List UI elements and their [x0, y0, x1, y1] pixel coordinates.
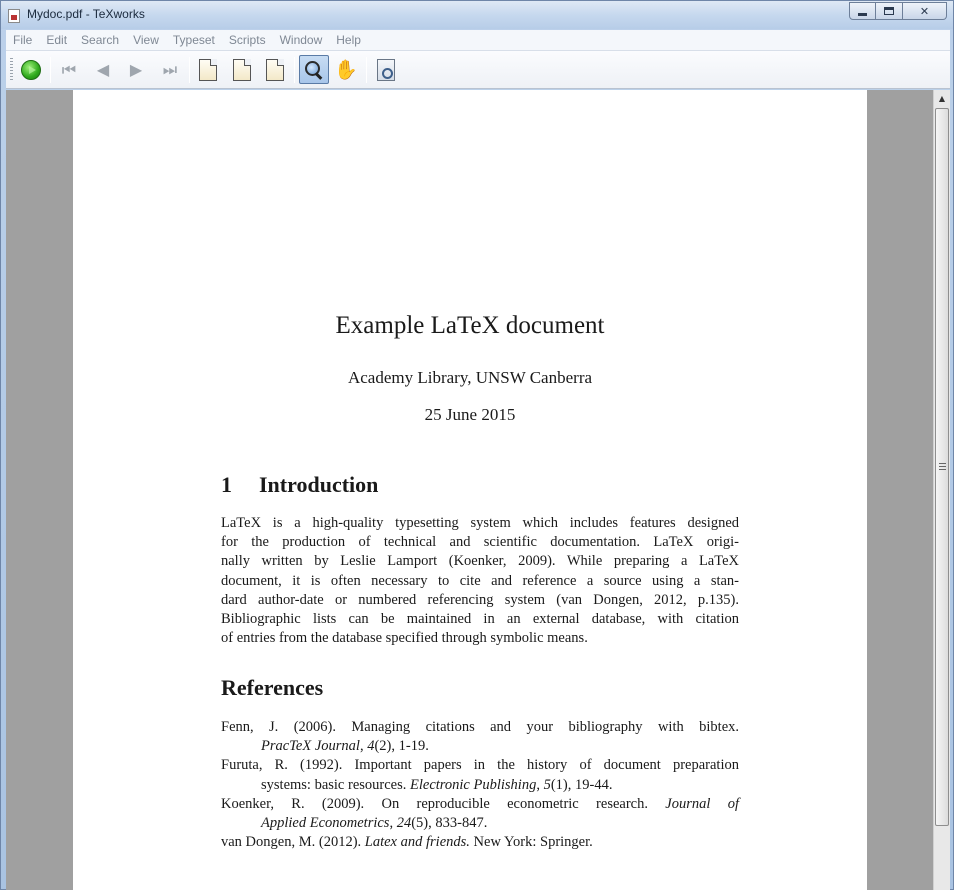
minimize-icon: [858, 13, 867, 16]
reference-koenker-line1: [221, 795, 739, 814]
find-icon: [377, 59, 395, 81]
typeset-button[interactable]: [18, 57, 44, 83]
reference-volume: 24: [396, 815, 412, 832]
document-author: Academy Library, UNSW Canberra: [347, 368, 593, 387]
reference-volume: 4: [367, 738, 375, 755]
reference-journal: Applied Econometrics: [261, 815, 390, 832]
menu-file[interactable]: File: [13, 33, 33, 47]
grip-icon: [939, 463, 946, 471]
reference-fenn-line1: Fenn, J. (2006). Managing citations and your bibliography with bibtex.: [221, 719, 739, 735]
section-heading: [221, 472, 378, 498]
paragraph-line: document, it is often necessary to cite and reference a source using a stan-: [221, 572, 739, 589]
window-title: Mydoc.pdf - TeXworks: [27, 7, 145, 21]
document-date: 25 June 2015: [424, 405, 516, 424]
toolbar-separator: [294, 57, 295, 83]
actual-size-button[interactable]: [195, 57, 221, 83]
menu-window[interactable]: Window: [279, 33, 323, 47]
window-controls: [849, 2, 947, 20]
menu-bar: [6, 30, 950, 51]
references-heading: References: [221, 675, 324, 700]
section-title: Introduction: [259, 472, 379, 497]
typeset-icon: [21, 60, 41, 80]
first-page-button[interactable]: [56, 57, 82, 83]
fit-window-button[interactable]: [262, 57, 288, 83]
reference-text: van Dongen, M. (2012).: [221, 834, 365, 851]
menu-view[interactable]: View: [133, 33, 159, 47]
menu-search[interactable]: Search: [81, 33, 120, 47]
chevron-up-icon: ▲: [938, 94, 946, 103]
reference-furuta-line1: Furuta, R. (1992). Important papers in the history of document preparation: [221, 757, 739, 774]
toolbar-separator: [366, 57, 367, 83]
close-button[interactable]: [903, 2, 947, 20]
magnify-icon: [304, 60, 324, 80]
previous-page-icon: ◀: [96, 60, 110, 79]
reference-furuta-line2: systems: basic resources. Electronic Publishing, 5(1), 19-44.: [261, 776, 613, 793]
document-title: Example LaTeX document: [335, 312, 605, 339]
reference-title: Latex and friends.: [364, 834, 470, 851]
reference-pages: (1), 19-44.: [550, 776, 613, 793]
references-list: [221, 718, 739, 852]
menu-typeset[interactable]: Typeset: [172, 33, 215, 47]
toolbar: [6, 51, 950, 89]
previous-page-button[interactable]: [90, 57, 116, 83]
next-page-icon: ▶: [129, 60, 143, 79]
paragraph-line: of entries from the database specified through symbolic means.: [221, 630, 588, 647]
section-number: 1: [221, 472, 232, 497]
paragraph-line: nally written by Leslie Lamport (Koenker, 2009). While preparing a LaTeX: [221, 553, 739, 570]
scroll-up-button[interactable]: [934, 90, 950, 107]
next-page-button[interactable]: [123, 57, 149, 83]
menu-help[interactable]: Help: [336, 33, 361, 47]
reference-journal: Electronic Publishing: [410, 776, 537, 793]
paragraph-line: Bibliographic lists can be maintained in an external database, with citation: [221, 611, 739, 628]
reference-pages: (5), 833-847.: [411, 815, 488, 832]
find-button[interactable]: [373, 57, 399, 83]
reference-koenker-line2: Applied Econometrics, 24(5), 833-847.: [261, 815, 488, 832]
scroll-hand-icon: ✋: [334, 58, 358, 81]
reference-fenn-line2: PracTeX Journal, 4(2), 1-19.: [261, 738, 429, 755]
reference-volume: 5: [543, 776, 551, 793]
toolbar-separator: [189, 57, 190, 83]
intro-paragraph: [221, 514, 739, 648]
last-page-button[interactable]: [157, 57, 183, 83]
paragraph-line: LaTeX is a high-quality typesetting system which includes features designed: [221, 515, 739, 531]
minimize-button[interactable]: [849, 2, 876, 20]
toolbar-separator: [50, 57, 51, 83]
pdf-viewer[interactable]: [6, 90, 933, 890]
scroll-tool-button[interactable]: [333, 57, 359, 83]
menu-scripts[interactable]: Scripts: [228, 33, 266, 47]
reference-vandongen: [221, 833, 739, 852]
paragraph-line: for the production of technical and scientific documentation. LaTeX origi-: [221, 534, 739, 551]
reference-publisher: New York: Springer.: [469, 834, 593, 851]
pdf-document-icon: [8, 9, 20, 23]
reference-journal: Journal of: [665, 795, 739, 812]
fit-width-button[interactable]: [229, 57, 255, 83]
vertical-scrollbar[interactable]: [933, 90, 950, 890]
fit-window-icon: [266, 59, 284, 81]
menu-edit[interactable]: Edit: [46, 33, 68, 47]
title-bar[interactable]: [1, 1, 953, 29]
reference-journal: PracTeX Journal: [261, 738, 360, 755]
maximize-button[interactable]: [876, 2, 903, 20]
last-page-icon: ⏭: [162, 60, 178, 79]
magnify-tool-button[interactable]: [299, 55, 329, 84]
fit-width-icon: [233, 59, 251, 81]
pdf-page[interactable]: [73, 90, 867, 890]
maximize-icon: [884, 7, 894, 15]
close-icon: ✕: [919, 4, 930, 18]
scrollbar-thumb[interactable]: [935, 108, 949, 826]
toolbar-grip[interactable]: [10, 58, 13, 82]
paragraph-line: dard author-date or numbered referencing system (van Dongen, 2012, p.135).: [221, 591, 739, 608]
reference-text: Koenker, R. (2009). On reproducible econometric research.: [221, 795, 666, 812]
first-page-icon: ⏮: [61, 60, 77, 79]
reference-pages: (2), 1-19.: [374, 738, 429, 755]
reference-text: systems: basic resources.: [261, 776, 410, 793]
actual-size-icon: [199, 59, 217, 81]
